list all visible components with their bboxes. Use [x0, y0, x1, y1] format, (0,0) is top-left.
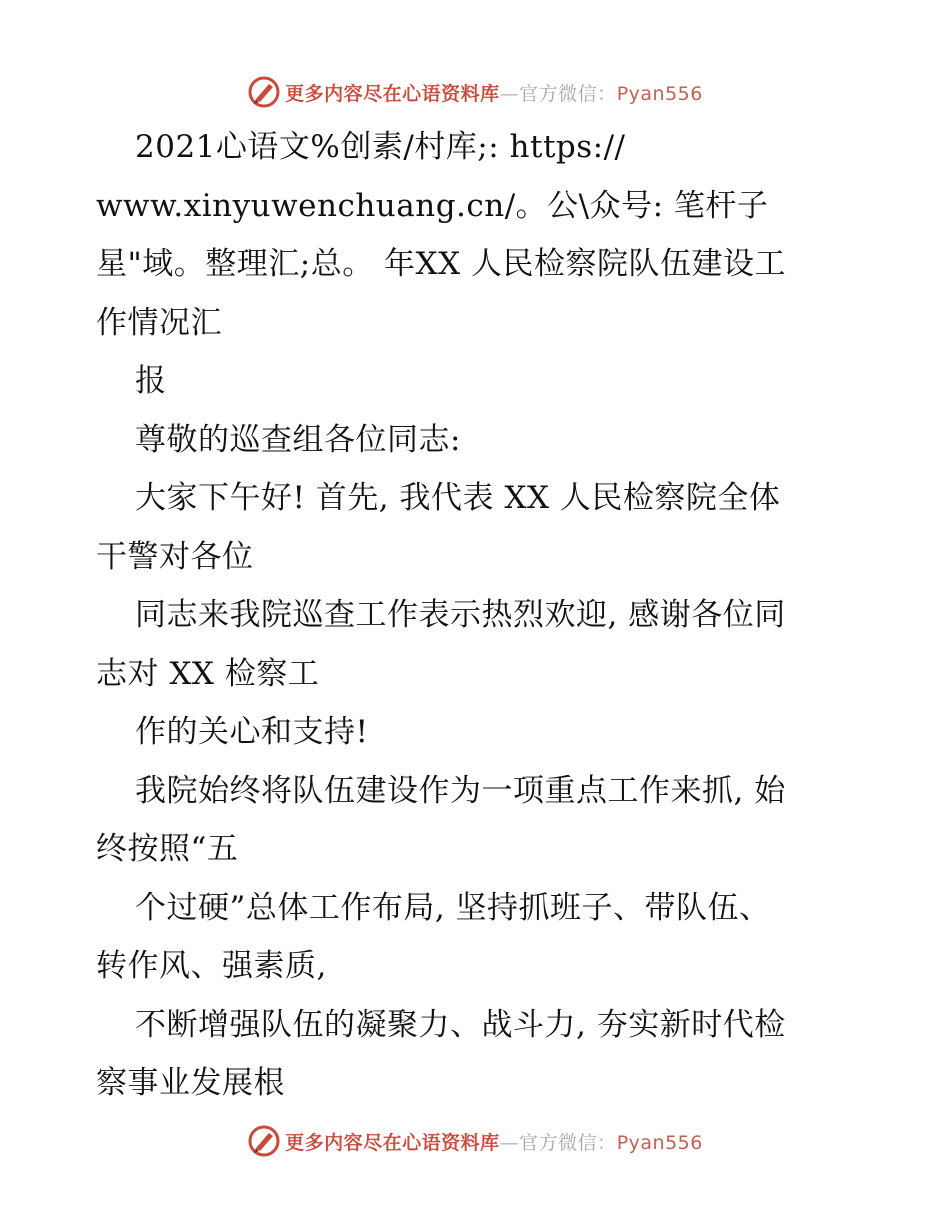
watermark-handle: Pyan556: [616, 82, 703, 105]
text-line: 我院始终将队伍建设作为一项重点工作来抓, 始: [135, 772, 786, 809]
watermark-dash: —: [499, 82, 520, 105]
text-line: 不断增强队伍的凝聚力、战斗力, 夯实新时代检: [135, 1006, 786, 1043]
text-line: 干警对各位: [96, 538, 254, 575]
text-line: 志对 XX 检察工: [96, 655, 320, 692]
watermark-text: [285, 1128, 703, 1155]
text-line: 星"域。整理汇;总。 年XX 人民检察院队伍建设工: [96, 246, 787, 282]
text-line: 终按照“五: [96, 831, 239, 867]
text-line: 尊敬的巡查组各位同志:: [135, 421, 461, 458]
watermark-banner-top: [0, 72, 950, 112]
text-line: 同志来我院巡查工作表示热烈欢迎, 感谢各位同: [135, 597, 786, 633]
text-line: 个过硬”总体工作布局, 坚持抓班子、带队伍、: [135, 889, 771, 926]
watermark-handle: Pyan556: [616, 1131, 703, 1154]
watermark-main: 更多内容尽在心语资料库: [285, 1131, 500, 1154]
watermark-label: 官方微信：: [519, 82, 617, 105]
text-line: 2021心语文%创素/村库;: https://: [135, 129, 626, 165]
watermark-dash: —: [499, 1131, 520, 1154]
text-line: 大家下午好! 首先, 我代表 XX 人民检察院全体: [135, 480, 781, 516]
text-line: www.xinyuwenchuang.cn/。公\众号: 笔杆子: [96, 187, 769, 224]
pen-logo-icon: [247, 1124, 281, 1158]
text-line: 转作风、强素质,: [96, 948, 327, 984]
text-line: 作的关心和支持!: [135, 714, 369, 750]
text-line: 报: [135, 363, 167, 399]
watermark-text: [285, 79, 703, 106]
watermark-banner-bottom: [0, 1121, 950, 1161]
text-line: 作情况汇: [96, 304, 222, 341]
watermark-label: 官方微信：: [519, 1131, 617, 1154]
watermark-main: 更多内容尽在心语资料库: [285, 82, 500, 105]
document-body: [96, 124, 856, 1119]
pen-logo-icon: [247, 75, 281, 109]
text-line: 察事业发展根: [96, 1065, 285, 1101]
